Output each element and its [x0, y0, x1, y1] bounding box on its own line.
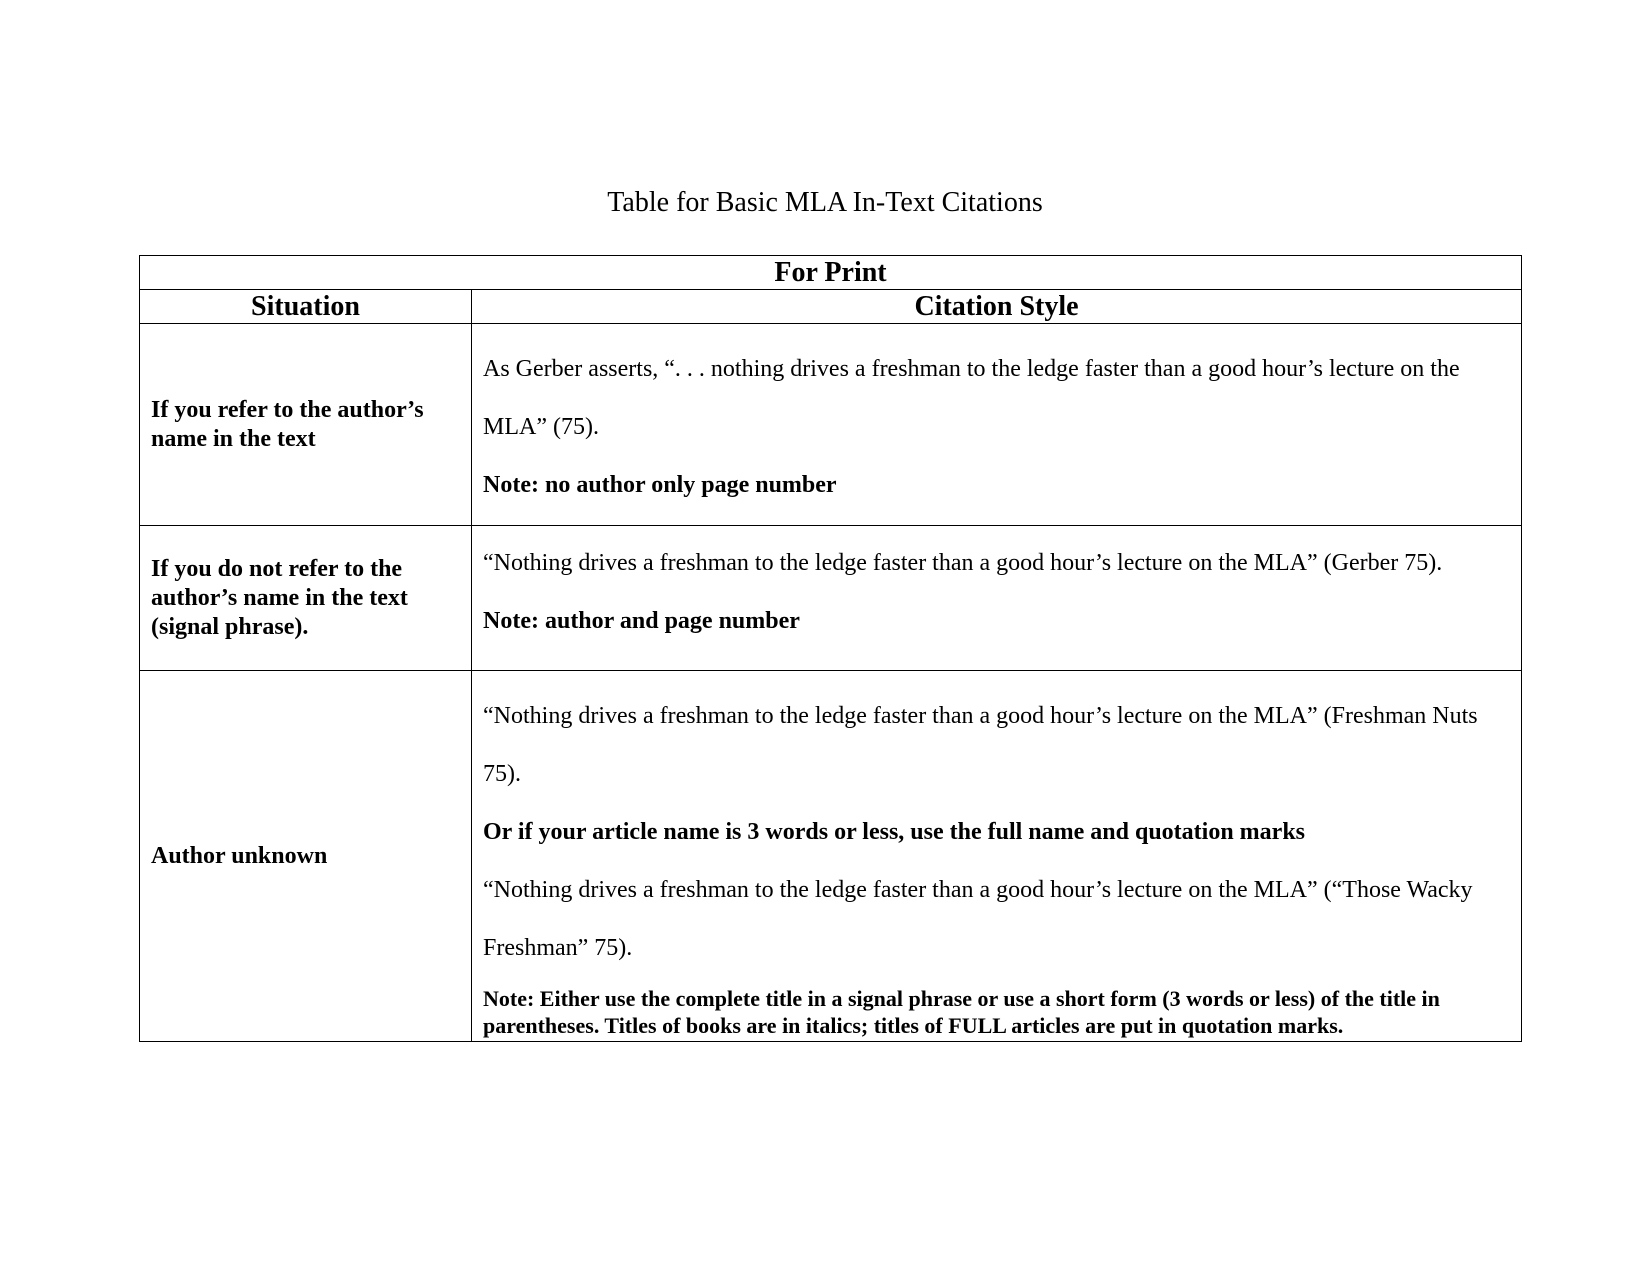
section-header: For Print: [140, 256, 1522, 290]
table-column-header-row: [140, 290, 1522, 324]
table-row: [140, 324, 1522, 526]
situation-cell: If you do not refer to the author’s name in the text (signal phrase).: [140, 526, 472, 671]
citation-example: “Nothing drives a freshman to the ledge faster than a good hour’s lecture on the MLA” (Freshman Nuts 75).: [483, 703, 1478, 787]
table-row: [140, 526, 1522, 671]
citation-example-alt: “Nothing drives a freshman to the ledge faster than a good hour’s lecture on the MLA” (“Those Wacky Freshman” 75).: [483, 877, 1473, 961]
situation-cell: If you refer to the author’s name in the text: [140, 324, 472, 526]
citation-table: [139, 255, 1522, 1042]
citation-example: As Gerber asserts, “. . . nothing drives a freshman to the ledge faster than a good hour’s lecture on the MLA” (75).: [483, 356, 1460, 440]
citation-note: Note: Either use the complete title in a signal phrase or use a short form (3 words or less) of the title in parentheses. Titles of books are in italics; titles of FULL articles are put in quotation marks.: [483, 986, 1440, 1038]
citation-example: “Nothing drives a freshman to the ledge faster than a good hour’s lecture on the MLA” (Gerber 75).: [483, 550, 1443, 576]
column-header-citation-style: Citation Style: [472, 290, 1522, 324]
citation-alt-heading: Or if your article name is 3 words or less, use the full name and quotation marks: [483, 819, 1306, 845]
citation-style-cell: [472, 324, 1522, 526]
citation-note: Note: author and page number: [483, 608, 800, 634]
table-row: [140, 671, 1522, 1042]
table-section-header-row: [140, 256, 1522, 290]
citation-style-cell: [472, 526, 1522, 671]
column-header-situation: Situation: [140, 290, 472, 324]
citation-style-cell: [472, 671, 1522, 1042]
page-title: Table for Basic MLA In-Text Citations: [607, 187, 1043, 218]
citation-note: Note: no author only page number: [483, 472, 837, 498]
situation-cell: Author unknown: [140, 671, 472, 1042]
